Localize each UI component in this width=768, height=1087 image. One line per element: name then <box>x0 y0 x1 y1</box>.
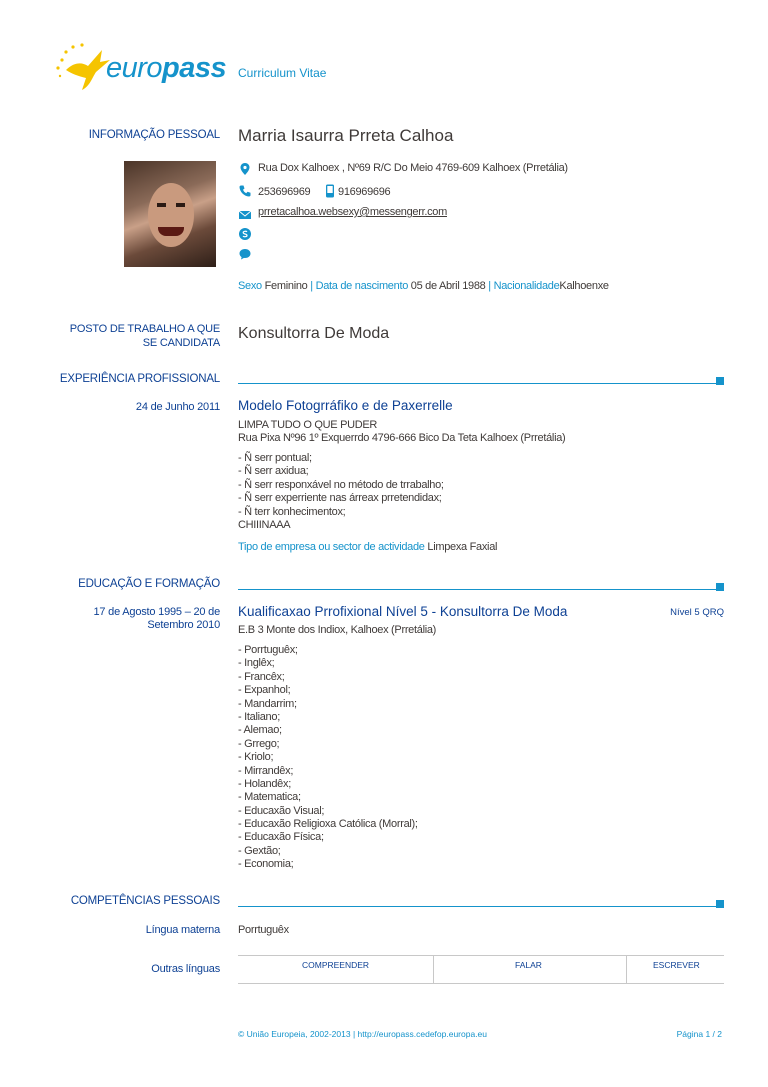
email-icon <box>238 208 252 222</box>
list-item: - Kriolo; <box>238 751 274 764</box>
footer-copyright: © União Europeia, 2002-2013 | http://europass.cedefop.europa.eu <box>238 1029 488 1039</box>
list-item: - Ñ serr axidua; <box>238 465 309 478</box>
list-item: - Gextão; <box>238 844 281 857</box>
education-title: Kualificaxao Prrofixional Nível 5 - Konsultorra De Moda <box>238 604 568 619</box>
other-languages-label: Outras línguas <box>151 963 220 975</box>
personal-details-line <box>238 280 609 292</box>
list-item: - Educaxão Física; <box>238 831 324 844</box>
education-school: E.B 3 Monte dos Indiox, Kalhoex (Prretália) <box>238 624 437 636</box>
section-divider <box>238 906 718 907</box>
nationality-label: Nacionalidade <box>493 280 560 292</box>
birth-label: Data de nascimento <box>315 280 409 292</box>
logo-text-bold: pass <box>162 52 227 84</box>
section-divider <box>238 589 718 590</box>
list-item: - Grrego; <box>238 737 280 750</box>
column-header-speak: FALAR <box>515 960 542 970</box>
experience-date: 24 de Junho 2011 <box>135 401 220 413</box>
avatar <box>124 161 216 267</box>
section-divider-square <box>716 583 724 591</box>
job-label-line1: POSTO DE TRABALHO A QUE <box>69 323 220 335</box>
list-item: - Educaxão Visual; <box>238 804 325 817</box>
birth-value: 05 de Abril 1988 <box>410 280 486 292</box>
section-divider-square <box>716 377 724 385</box>
experience-address: Rua Pixa Nº96 1º Exquerrdo 4796-666 Bico Da Teta Kalhoex (Prretália) <box>238 432 566 444</box>
table-divider <box>433 956 434 983</box>
experience-sector-line <box>238 541 497 553</box>
list-item: - Matematica; <box>238 791 301 804</box>
education-level: Nível 5 QRQ <box>670 607 724 618</box>
phone-icon <box>238 184 252 198</box>
section-divider-square <box>716 900 724 908</box>
list-item: - Ñ serr pontual; <box>238 452 312 464</box>
sex-label: Sexo <box>238 280 262 292</box>
sex-value: Feminino <box>264 280 308 292</box>
experience-title: Modelo Fotogrráfiko e de Paxerrelle <box>238 398 453 413</box>
mother-tongue-value: Porrtuguêx <box>238 924 289 936</box>
list-item: - Francêx; <box>238 670 285 683</box>
experience-duties <box>238 452 444 532</box>
skype-icon <box>238 227 252 241</box>
list-item: - Ñ serr experriente nas árreax prretendidax; <box>238 492 442 505</box>
address-text: Rua Dox Kalhoex , Nº69 R/C Do Meio 4769-609 Kalhoex (Prretália) <box>258 162 568 174</box>
mobile-text: 916969696 <box>338 186 391 198</box>
list-item: - Ñ serr responxável no método de trrabalho; <box>238 478 444 491</box>
list-item: - Porrtuguêx; <box>238 644 298 656</box>
logo-text-light: euro <box>106 52 163 84</box>
list-item: - Italiano; <box>238 710 280 723</box>
footer-page-number: Página 1 / 2 <box>676 1029 722 1039</box>
chat-bubble-icon <box>238 247 252 261</box>
list-item: - Economia; <box>238 858 294 871</box>
phone-text: 253696969 <box>258 186 311 198</box>
table-divider <box>626 956 627 983</box>
separator: | <box>488 280 491 292</box>
list-item: CHIIINAAA <box>238 518 291 531</box>
section-label-job <box>70 322 220 350</box>
education-subjects <box>238 644 418 872</box>
list-item: - Mirrandêx; <box>238 764 294 777</box>
mobile-phone-icon <box>325 184 335 198</box>
sector-label: Tipo de empresa ou sector de actividade <box>238 541 425 553</box>
list-item: - Educaxão Religioxa Católica (Morral); <box>238 818 418 831</box>
experience-employer: LIMPA TUDO O QUE PUDER <box>238 419 378 431</box>
list-item: - Holandêx; <box>238 777 291 790</box>
column-header-write: ESCREVER <box>653 960 700 970</box>
candidate-name: Marria Isaurra Prreta Calhoa <box>238 126 454 145</box>
section-label-experience: EXPERIÊNCIA PROFISSIONAL <box>59 373 220 385</box>
doc-title: Curriculum Vitae <box>238 66 327 80</box>
list-item: - Expanhol; <box>238 684 291 697</box>
education-date <box>93 606 220 632</box>
job-label-line2: SE CANDIDATA <box>142 337 220 349</box>
list-item: - Ñ terr konhecimentox; <box>238 505 346 518</box>
column-header-understand: COMPREENDER <box>302 960 370 970</box>
list-item: - Alemao; <box>238 724 282 737</box>
job-title: Konsultorra De Moda <box>238 325 390 342</box>
location-pin-icon <box>238 162 252 176</box>
sector-value: Limpexa Faxial <box>427 541 498 553</box>
section-label-personal: INFORMAÇÃO PESSOAL <box>88 129 220 141</box>
education-date-line1: 17 de Agosto 1995 – 20 de <box>93 606 220 618</box>
section-divider <box>238 383 718 384</box>
europass-logo <box>52 40 227 95</box>
list-item: - Inglêx; <box>238 657 275 670</box>
mother-tongue-label: Língua materna <box>145 924 220 936</box>
list-item: - Mandarrim; <box>238 697 297 710</box>
section-label-education: EDUCAÇÃO E FORMAÇÃO <box>78 578 220 590</box>
email-link[interactable]: prretacalhoa.websexy@messengerr.com <box>258 206 447 218</box>
section-label-skills: COMPETÊNCIAS PESSOAIS <box>70 895 220 907</box>
separator: | <box>310 280 313 292</box>
nationality-value: Kalhoenxe <box>559 280 609 292</box>
education-date-line2: Setembro 2010 <box>147 619 220 631</box>
